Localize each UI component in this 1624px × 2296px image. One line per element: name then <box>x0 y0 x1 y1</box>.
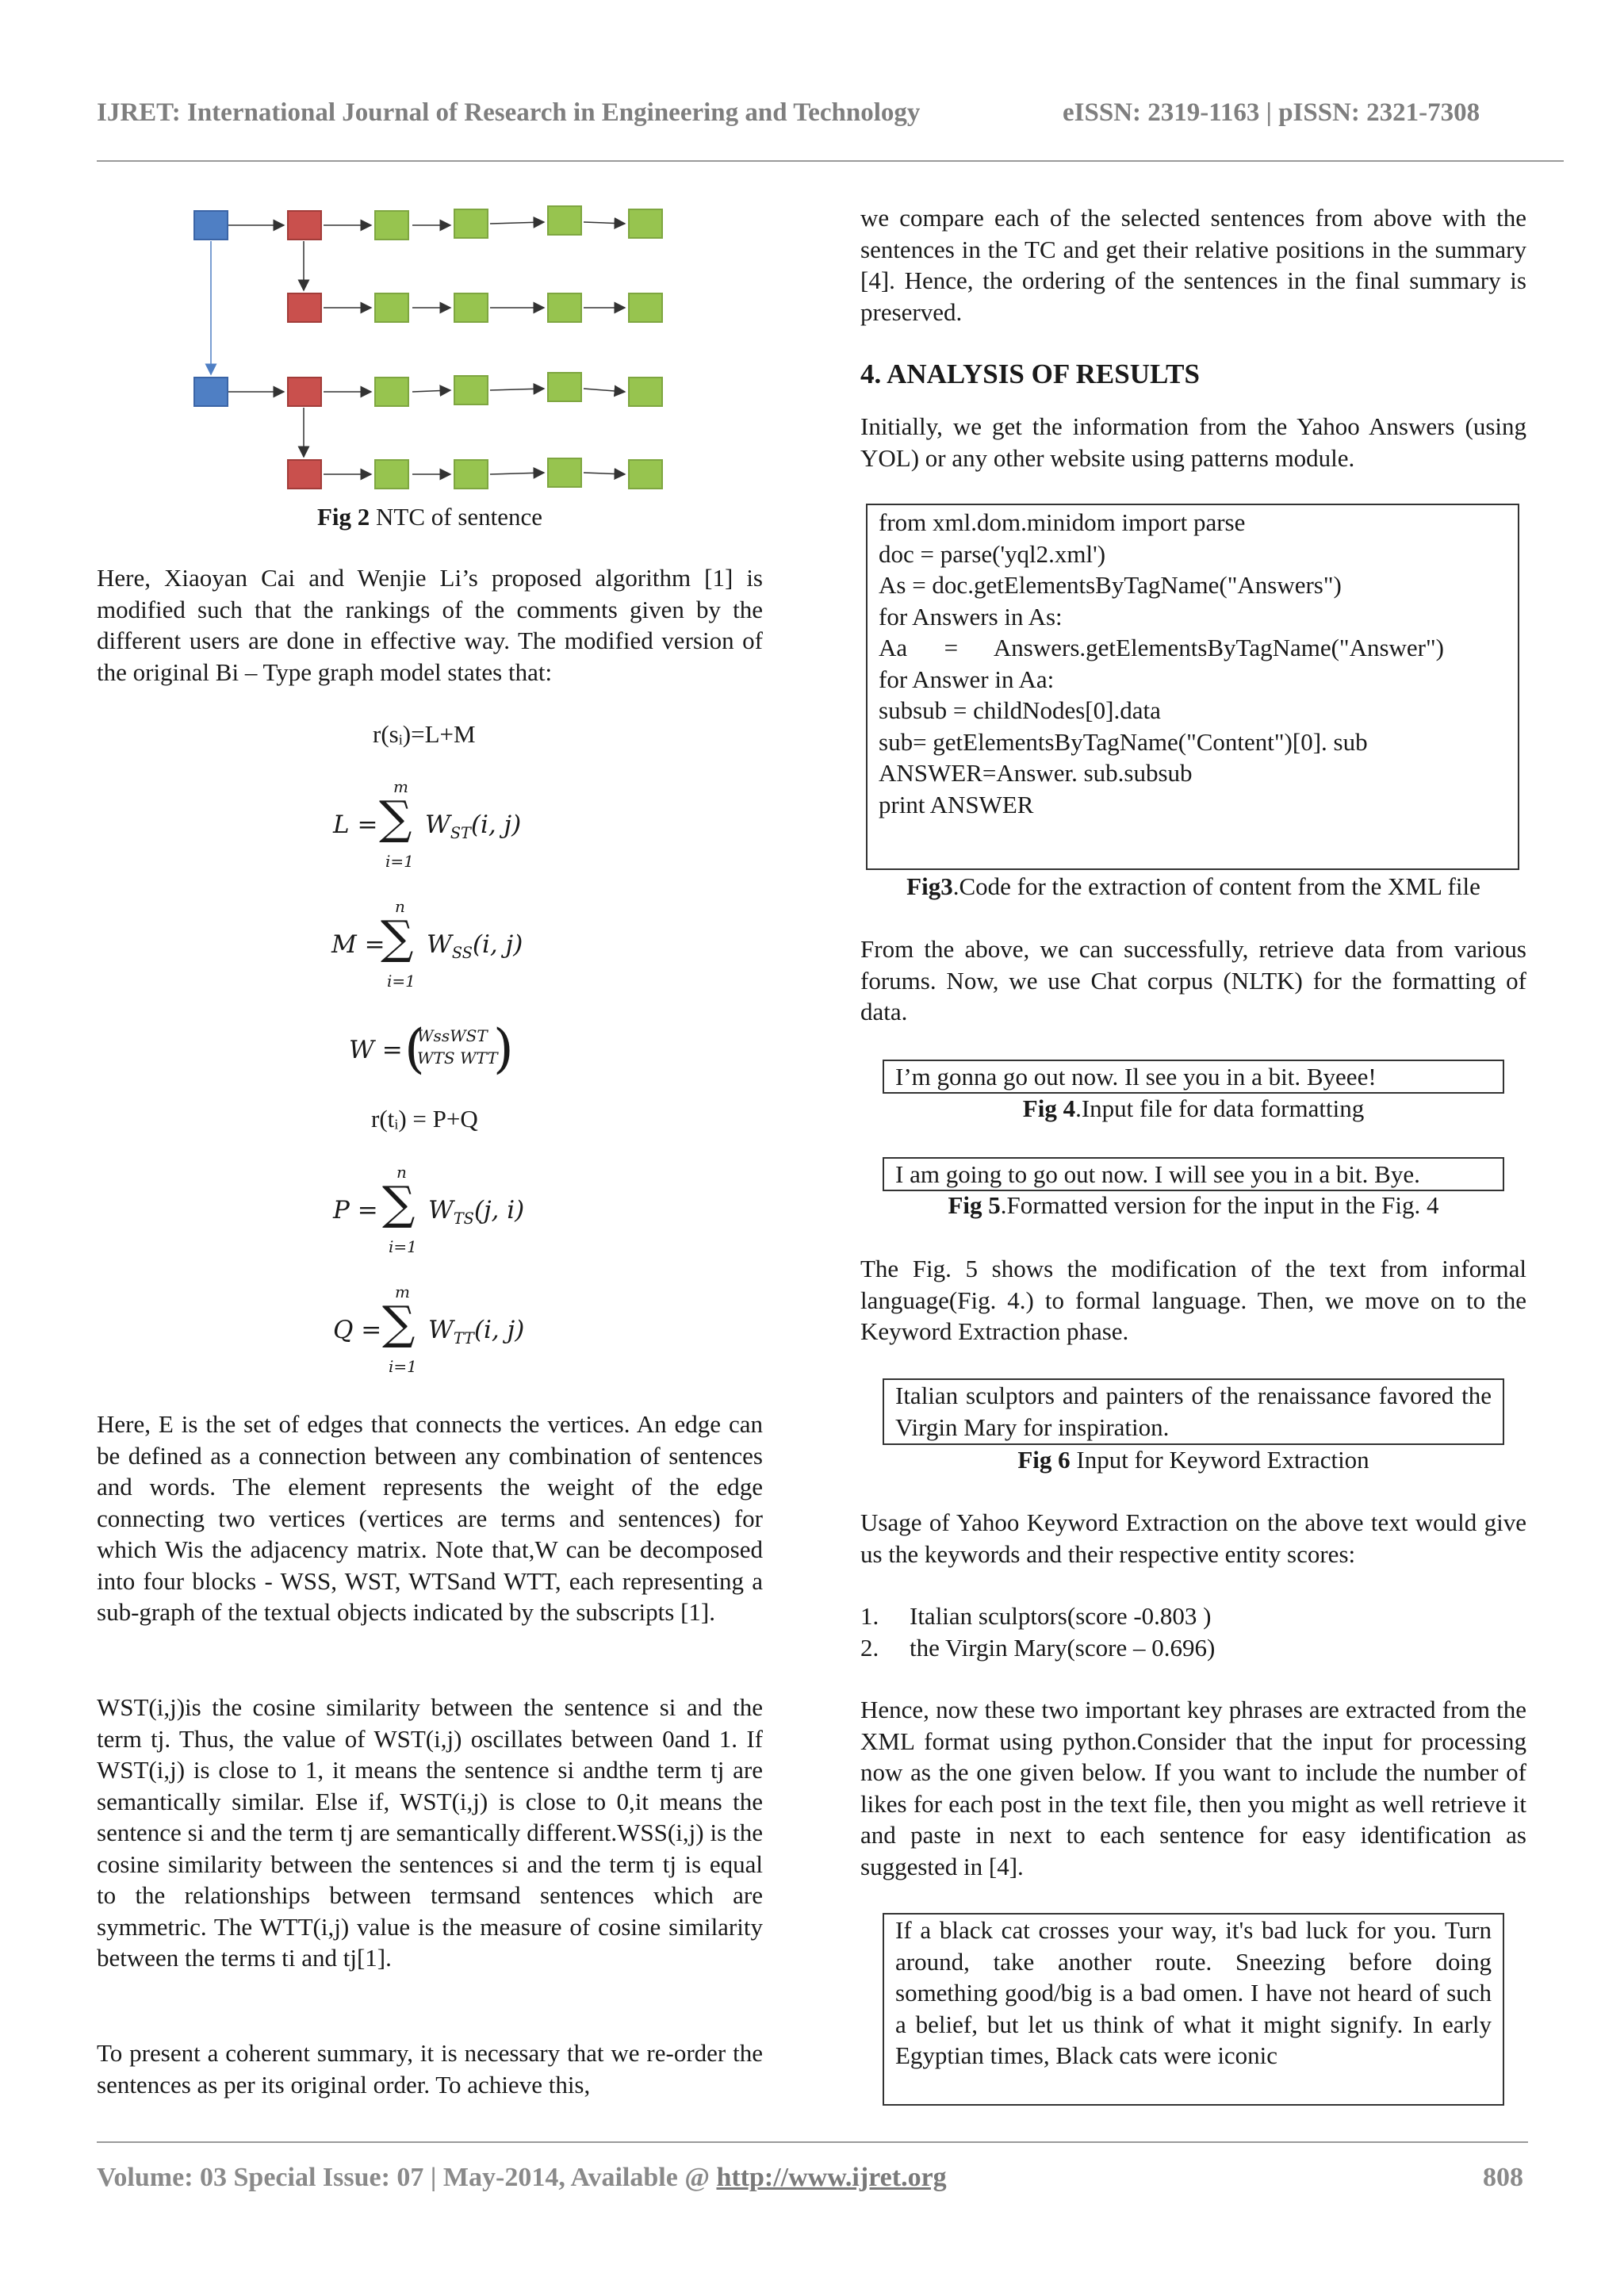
page-number: 808 <box>1483 2163 1523 2192</box>
header-rule <box>97 160 1564 162</box>
code-line: ANSWER=Answer. sub.subsub <box>879 759 1193 787</box>
right-para-3: From the above, we can successfully, retrieve data from various forums. Now, we use Chat corpus (NLTK) for the formatting of data. <box>860 935 1526 1025</box>
red-node <box>287 210 322 240</box>
code-line: As = doc.getElementsByTagName("Answers") <box>879 571 1342 599</box>
example-input-box: If a black cat crosses your way, it's bad luck for you. Turn around, take another route. Sneezing before doing something good/big is a bad omen. I have not heard of such a belief, but let us think of what it might signify. In early Egyptian times, Black cats were iconic <box>883 1913 1504 2106</box>
green-node <box>374 293 409 323</box>
left-para-1: Here, Xiaoyan Cai and Wenjie Li’s proposed algorithm [1] is modified such that the rankings of the comments given by the different users are done in effective way. The modified version of the original Bi – Type graph model states that: <box>97 564 763 686</box>
left-para-4: To present a coherent summary, it is necessary that we re-order the sentences as per its original order. To achieve this, <box>97 2039 763 2099</box>
right-para-6: Hence, now these two important key phrases are extracted from the XML format using python.Consider that the input for processing now as the one given below. If you want to include the number of likes for each post in the text file, then you might as well retrieve it and paste in next to each sentence for easy identification as suggested in [4]. <box>860 1696 1526 1880</box>
fig6-box: Italian sculptors and painters of the renaissance favored the Virgin Mary for inspiration. <box>883 1378 1504 1445</box>
right-para-4: The Fig. 5 shows the modification of the text from informal language(Fig. 4.) to formal language. Then, we move on to the Keyword Extraction phase. <box>860 1255 1526 1345</box>
green-node <box>374 377 409 407</box>
fig6-caption: Fig 6 Input for Keyword Extraction <box>1017 1446 1369 1474</box>
code-line: print ANSWER <box>879 790 1034 818</box>
green-node <box>628 209 663 239</box>
green-node <box>628 459 663 489</box>
code-line: for Answer in Aa: <box>879 665 1055 693</box>
code-line: from xml.dom.minidom import parse <box>879 508 1246 536</box>
eq-rt: r(tᵢ) = P+Q <box>371 1105 478 1133</box>
green-node <box>454 293 488 323</box>
fig2-caption: Fig 2 NTC of sentence <box>316 503 543 531</box>
fig4-caption: Fig 4.Input file for data formatting <box>1022 1094 1365 1122</box>
green-node <box>547 205 582 236</box>
green-node <box>454 375 488 405</box>
code-lines <box>879 507 1507 820</box>
blue-node <box>193 210 228 240</box>
code-line: for Answers in As: <box>879 602 1063 631</box>
code-line: sub= getElementsByTagName("Content")[0]. sub <box>879 727 1368 756</box>
green-node <box>374 459 409 489</box>
footer-volume: Volume: 03 Special Issue: 07 | May-2014, Available @ http://www.ijret.org <box>97 2163 947 2192</box>
fig4-box: I’m gonna go out now. Il see you in a bit. Byeee! <box>883 1060 1504 1094</box>
green-node <box>454 209 488 239</box>
ntc-diagram <box>182 190 690 508</box>
green-node <box>374 210 409 240</box>
eq-P: P = n ∑ i=1 $W_{TS}(j$, i) <box>333 1163 525 1256</box>
right-para-2: Initially, we get the information from the Yahoo Answers (using YOL) or any other website using patterns module. <box>860 412 1526 472</box>
red-node <box>287 293 322 323</box>
green-node <box>547 293 582 323</box>
blue-node <box>193 377 228 407</box>
green-node <box>454 459 488 489</box>
fig5-caption: Fig 5.Formatted version for the input in the Fig. 4 <box>948 1191 1439 1219</box>
journal-link[interactable]: http://www.ijret.org <box>716 2163 947 2192</box>
green-node <box>547 458 582 488</box>
eq-M: M = n ∑ i=1 $W_{SS}(i$, j) <box>331 897 523 991</box>
issn: eISSN: 2319-1163 | pISSN: 2321-7308 <box>1063 98 1480 127</box>
right-para-1: we compare each of the selected sentences from above with the sentences in the TC and get their relative positions in the summary [4]. Hence, the ordering of the sentences in the final summary is preserved. <box>860 204 1526 326</box>
code-line: doc = parse('yql2.xml') <box>879 539 1106 568</box>
eq-Q: Q = m ∑ i=1 $W_{TT}(i$, j) <box>333 1282 525 1376</box>
green-node <box>628 293 663 323</box>
list-item: 1. Italian sculptors(score -0.803 ) <box>860 1602 1212 1630</box>
footer-rule <box>97 2141 1528 2143</box>
fig5-box: I am going to go out now. I will see you in a bit. Bye. <box>883 1157 1504 1191</box>
section-title: 4. ANALYSIS OF RESULTS <box>860 358 1200 389</box>
red-node <box>287 377 322 407</box>
code-line: Aa = Answers.getElementsByTagName("Answer") <box>879 634 1444 661</box>
list-item: 2. the Virgin Mary(score – 0.696) <box>860 1633 1216 1662</box>
code-box <box>866 504 1519 870</box>
left-para-2: Here, E is the set of edges that connects the vertices. An edge can be defined as a connection between any combination of sentences and words. The element represents the weight of the edge connecting two vertices (vertices are terms and sentences) for which Wis the adjacency matrix. Note that,W can be decomposed into four blocks - WSS, WST, WTSand WTT, each representing a sub-graph of the textual objects indicated by the subscripts [1]. <box>97 1410 763 1626</box>
green-node <box>628 377 663 407</box>
fig3-caption: Fig3.Code for the extraction of content from the XML file <box>906 872 1480 900</box>
keyword-list <box>860 1600 1526 1663</box>
right-para-5: Usage of Yahoo Keyword Extraction on the above text would give us the keywords and their respective entity scores: <box>860 1508 1526 1568</box>
green-node <box>547 372 582 402</box>
ntc-arrows <box>182 190 690 508</box>
left-para-3: WST(i,j)is the cosine similarity between the sentence si and the term tj. Thus, the value of WST(i,j) oscillates between 0and 1. If WST(i,j) is close to 1, it means the sentence si andthe term tj are semantically similar. Else if, WST(i,j) is close to 0,it means the sentence si and the term tj are semantically different.WSS(i,j) is the cosine similarity between the sentences si and the term tj is equal to the relationships between termsand sentences which are symmetric. The WTT(i,j) value is the measure of cosine similarity between the terms ti and tj[1]. <box>97 1693 763 1972</box>
eq-rs: r(sᵢ)=L+M <box>373 720 476 748</box>
eq-W: W = ( WssWST WTS WTT ) <box>349 1018 514 1079</box>
red-node <box>287 459 322 489</box>
code-line: subsub = childNodes[0].data <box>879 696 1161 724</box>
eq-L: L = m ∑ i=1 $W_{ST}(i$, j) <box>333 777 522 871</box>
journal-title: IJRET: International Journal of Research in Engineering and Technology <box>97 98 921 127</box>
